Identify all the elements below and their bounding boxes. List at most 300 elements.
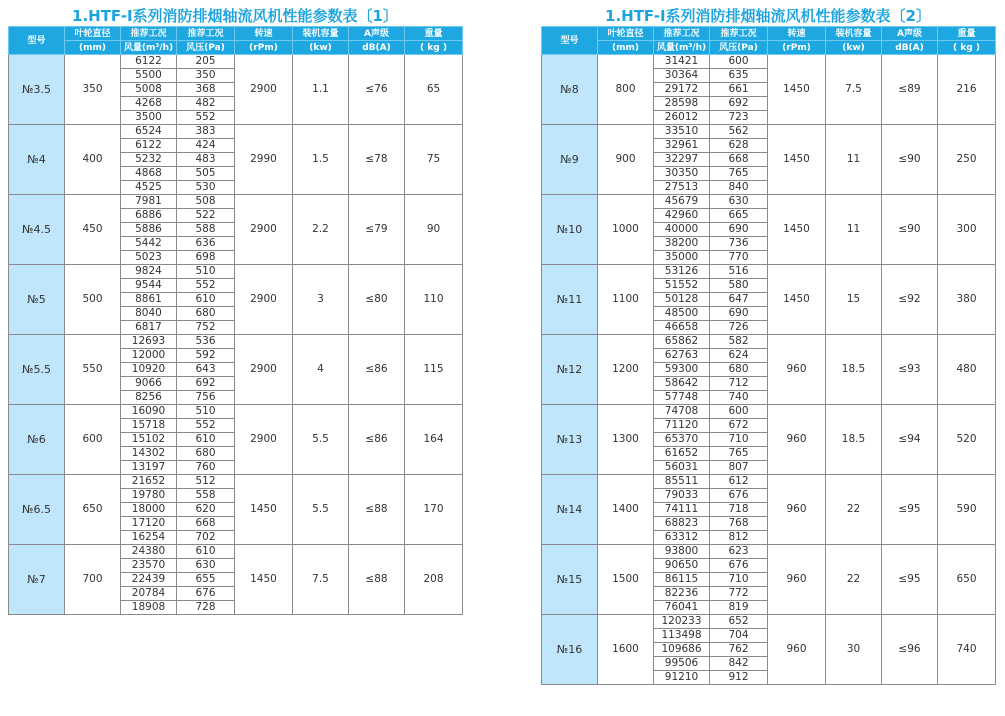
cell-weight: 650 [938, 545, 996, 615]
header-power-unit: (kw) [826, 41, 882, 55]
cell-diameter: 1000 [598, 195, 654, 265]
header-noise-unit: dB(A) [882, 41, 938, 55]
cell-pressure: 383 [177, 125, 235, 139]
cell-airflow: 93800 [654, 545, 710, 559]
cell-pressure: 676 [177, 587, 235, 601]
cell-airflow: 74708 [654, 405, 710, 419]
cell-speed: 1450 [768, 125, 826, 195]
cell-weight: 65 [405, 55, 463, 125]
cell-pressure: 676 [710, 489, 768, 503]
cell-speed: 2990 [235, 125, 293, 195]
cell-pressure: 522 [177, 209, 235, 223]
cell-pressure: 600 [710, 55, 768, 69]
cell-power: 22 [826, 545, 882, 615]
cell-pressure: 505 [177, 167, 235, 181]
cell-airflow: 7981 [121, 195, 177, 209]
cell-airflow: 6122 [121, 139, 177, 153]
cell-weight: 480 [938, 335, 996, 405]
cell-speed: 2900 [235, 265, 293, 335]
cell-model: №4.5 [9, 195, 65, 265]
cell-power: 7.5 [826, 55, 882, 125]
cell-airflow: 24380 [121, 545, 177, 559]
cell-pressure: 628 [710, 139, 768, 153]
cell-pressure: 661 [710, 83, 768, 97]
cell-airflow: 15718 [121, 419, 177, 433]
cell-model: №5 [9, 265, 65, 335]
cell-pressure: 840 [710, 181, 768, 195]
cell-speed: 960 [768, 335, 826, 405]
cell-pressure: 483 [177, 153, 235, 167]
cell-airflow: 32961 [654, 139, 710, 153]
cell-speed: 1450 [768, 55, 826, 125]
header-power: 装机容量 [826, 27, 882, 41]
cell-airflow: 79033 [654, 489, 710, 503]
cell-airflow: 27513 [654, 181, 710, 195]
header-weight: 重量 [405, 27, 463, 41]
cell-airflow: 26012 [654, 111, 710, 125]
cell-pressure: 350 [177, 69, 235, 83]
cell-noise: ≤90 [882, 195, 938, 265]
cell-pressure: 762 [710, 643, 768, 657]
cell-airflow: 99506 [654, 657, 710, 671]
cell-airflow: 5500 [121, 69, 177, 83]
cell-pressure: 612 [710, 475, 768, 489]
header-noise: A声级 [882, 27, 938, 41]
cell-diameter: 1300 [598, 405, 654, 475]
cell-power: 11 [826, 125, 882, 195]
cell-airflow: 65370 [654, 433, 710, 447]
header-pressure-unit: 风压(Pa) [177, 41, 235, 55]
cell-airflow: 6886 [121, 209, 177, 223]
cell-pressure: 205 [177, 55, 235, 69]
cell-airflow: 5232 [121, 153, 177, 167]
table-title: 1.HTF-Ⅰ系列消防排烟轴流风机性能参数表〔1〕 [72, 7, 398, 25]
table-row [9, 195, 463, 209]
cell-model: №4 [9, 125, 65, 195]
cell-airflow: 17120 [121, 517, 177, 531]
cell-airflow: 9066 [121, 377, 177, 391]
cell-pressure: 692 [710, 97, 768, 111]
header-diameter: 叶轮直径 [598, 27, 654, 41]
spec-table-panel-1 [8, 6, 462, 615]
cell-diameter: 500 [65, 265, 121, 335]
header-noise: A声级 [349, 27, 405, 41]
cell-airflow: 91210 [654, 671, 710, 685]
header-airflow: 推荐工况 [121, 27, 177, 41]
cell-pressure: 740 [710, 391, 768, 405]
cell-airflow: 57748 [654, 391, 710, 405]
cell-airflow: 23570 [121, 559, 177, 573]
cell-pressure: 765 [710, 167, 768, 181]
cell-pressure: 652 [710, 615, 768, 629]
table-row [9, 545, 463, 559]
cell-pressure: 728 [177, 601, 235, 615]
cell-pressure: 812 [710, 531, 768, 545]
cell-pressure: 690 [710, 223, 768, 237]
cell-weight: 740 [938, 615, 996, 685]
cell-speed: 960 [768, 405, 826, 475]
cell-noise: ≤79 [349, 195, 405, 265]
cell-noise: ≤96 [882, 615, 938, 685]
cell-airflow: 82236 [654, 587, 710, 601]
cell-diameter: 1600 [598, 615, 654, 685]
cell-noise: ≤78 [349, 125, 405, 195]
cell-airflow: 28598 [654, 97, 710, 111]
cell-airflow: 4868 [121, 167, 177, 181]
cell-weight: 520 [938, 405, 996, 475]
cell-diameter: 1400 [598, 475, 654, 545]
cell-noise: ≤94 [882, 405, 938, 475]
cell-noise: ≤80 [349, 265, 405, 335]
table-row [542, 265, 996, 279]
cell-airflow: 5886 [121, 223, 177, 237]
cell-pressure: 672 [710, 419, 768, 433]
cell-airflow: 8256 [121, 391, 177, 405]
header-airflow-unit: 风量(m³/h) [654, 41, 710, 55]
table-row [9, 475, 463, 489]
cell-diameter: 450 [65, 195, 121, 265]
cell-speed: 2900 [235, 335, 293, 405]
header-weight-unit: ( kg ) [405, 41, 463, 55]
cell-noise: ≤86 [349, 335, 405, 405]
table-row [542, 615, 996, 629]
spec-table [8, 26, 463, 615]
cell-speed: 1450 [768, 195, 826, 265]
cell-model: №11 [542, 265, 598, 335]
cell-airflow: 63312 [654, 531, 710, 545]
cell-model: №16 [542, 615, 598, 685]
cell-pressure: 655 [177, 573, 235, 587]
table-row [542, 125, 996, 139]
cell-pressure: 512 [177, 475, 235, 489]
header-noise-unit: dB(A) [349, 41, 405, 55]
cell-pressure: 630 [177, 559, 235, 573]
header-speed: 转速 [768, 27, 826, 41]
cell-airflow: 19780 [121, 489, 177, 503]
cell-diameter: 350 [65, 55, 121, 125]
table-body [542, 55, 996, 685]
cell-airflow: 5023 [121, 251, 177, 265]
cell-pressure: 770 [710, 251, 768, 265]
cell-pressure: 635 [710, 69, 768, 83]
header-weight: 重量 [938, 27, 996, 41]
cell-pressure: 623 [710, 545, 768, 559]
cell-power: 3 [293, 265, 349, 335]
cell-speed: 1450 [235, 475, 293, 545]
cell-speed: 1450 [235, 545, 293, 615]
cell-airflow: 61652 [654, 447, 710, 461]
cell-model: №9 [542, 125, 598, 195]
cell-pressure: 668 [177, 517, 235, 531]
cell-pressure: 668 [710, 153, 768, 167]
cell-airflow: 113498 [654, 629, 710, 643]
cell-pressure: 552 [177, 279, 235, 293]
cell-power: 1.1 [293, 55, 349, 125]
cell-airflow: 6524 [121, 125, 177, 139]
cell-diameter: 1200 [598, 335, 654, 405]
table-title: 1.HTF-Ⅰ系列消防排烟轴流风机性能参数表〔2〕 [605, 7, 931, 25]
table-row [542, 405, 996, 419]
cell-airflow: 38200 [654, 237, 710, 251]
cell-pressure: 807 [710, 461, 768, 475]
cell-model: №7 [9, 545, 65, 615]
spec-table-panel-2 [541, 6, 995, 685]
cell-airflow: 5442 [121, 237, 177, 251]
cell-pressure: 508 [177, 195, 235, 209]
cell-speed: 2900 [235, 195, 293, 265]
cell-model: №3.5 [9, 55, 65, 125]
header-airflow-unit: 风量(m³/h) [121, 41, 177, 55]
cell-airflow: 56031 [654, 461, 710, 475]
cell-airflow: 18000 [121, 503, 177, 517]
cell-airflow: 9824 [121, 265, 177, 279]
cell-model: №15 [542, 545, 598, 615]
cell-airflow: 74111 [654, 503, 710, 517]
cell-model: №14 [542, 475, 598, 545]
cell-power: 18.5 [826, 335, 882, 405]
cell-pressure: 630 [710, 195, 768, 209]
cell-diameter: 1100 [598, 265, 654, 335]
cell-weight: 115 [405, 335, 463, 405]
header-pressure: 推荐工况 [177, 27, 235, 41]
cell-airflow: 46658 [654, 321, 710, 335]
header-diameter-unit: (mm) [598, 41, 654, 55]
cell-pressure: 692 [177, 377, 235, 391]
cell-airflow: 21652 [121, 475, 177, 489]
cell-power: 18.5 [826, 405, 882, 475]
cell-power: 30 [826, 615, 882, 685]
cell-power: 11 [826, 195, 882, 265]
cell-pressure: 536 [177, 335, 235, 349]
cell-model: №8 [542, 55, 598, 125]
table-row [542, 195, 996, 209]
cell-airflow: 14302 [121, 447, 177, 461]
cell-airflow: 51552 [654, 279, 710, 293]
cell-pressure: 736 [710, 237, 768, 251]
table-body [9, 55, 463, 615]
cell-power: 2.2 [293, 195, 349, 265]
cell-airflow: 33510 [654, 125, 710, 139]
cell-airflow: 59300 [654, 363, 710, 377]
cell-power: 7.5 [293, 545, 349, 615]
cell-weight: 300 [938, 195, 996, 265]
cell-speed: 960 [768, 615, 826, 685]
cell-airflow: 8040 [121, 307, 177, 321]
cell-airflow: 16090 [121, 405, 177, 419]
header-speed-unit: (rPm) [235, 41, 293, 55]
cell-airflow: 40000 [654, 223, 710, 237]
cell-airflow: 58642 [654, 377, 710, 391]
table-row [542, 545, 996, 559]
cell-pressure: 510 [177, 265, 235, 279]
cell-pressure: 558 [177, 489, 235, 503]
header-weight-unit: ( kg ) [938, 41, 996, 55]
cell-diameter: 550 [65, 335, 121, 405]
header-speed: 转速 [235, 27, 293, 41]
cell-noise: ≤89 [882, 55, 938, 125]
header-model: 型号 [9, 27, 65, 55]
cell-pressure: 760 [177, 461, 235, 475]
cell-weight: 110 [405, 265, 463, 335]
cell-diameter: 700 [65, 545, 121, 615]
cell-airflow: 71120 [654, 419, 710, 433]
cell-airflow: 65862 [654, 335, 710, 349]
cell-noise: ≤76 [349, 55, 405, 125]
cell-weight: 590 [938, 475, 996, 545]
table-row [9, 405, 463, 419]
cell-pressure: 582 [710, 335, 768, 349]
cell-power: 22 [826, 475, 882, 545]
cell-pressure: 636 [177, 237, 235, 251]
cell-airflow: 6122 [121, 55, 177, 69]
cell-pressure: 624 [710, 349, 768, 363]
cell-pressure: 592 [177, 349, 235, 363]
cell-speed: 2900 [235, 405, 293, 475]
cell-airflow: 16254 [121, 531, 177, 545]
table-row [9, 125, 463, 139]
cell-pressure: 723 [710, 111, 768, 125]
table-row [9, 55, 463, 69]
header-speed-unit: (rPm) [768, 41, 826, 55]
cell-airflow: 50128 [654, 293, 710, 307]
cell-model: №12 [542, 335, 598, 405]
cell-pressure: 772 [710, 587, 768, 601]
cell-noise: ≤92 [882, 265, 938, 335]
cell-noise: ≤95 [882, 475, 938, 545]
header-power: 装机容量 [293, 27, 349, 41]
table-row [542, 335, 996, 349]
header-diameter: 叶轮直径 [65, 27, 121, 41]
cell-pressure: 680 [177, 307, 235, 321]
cell-pressure: 600 [710, 405, 768, 419]
cell-model: №5.5 [9, 335, 65, 405]
table-row [9, 265, 463, 279]
cell-pressure: 424 [177, 139, 235, 153]
cell-airflow: 12000 [121, 349, 177, 363]
cell-pressure: 610 [177, 293, 235, 307]
cell-airflow: 45679 [654, 195, 710, 209]
cell-pressure: 912 [710, 671, 768, 685]
cell-speed: 960 [768, 545, 826, 615]
cell-pressure: 819 [710, 601, 768, 615]
cell-noise: ≤90 [882, 125, 938, 195]
cell-pressure: 680 [177, 447, 235, 461]
cell-noise: ≤86 [349, 405, 405, 475]
cell-model: №6.5 [9, 475, 65, 545]
cell-diameter: 1500 [598, 545, 654, 615]
cell-airflow: 22439 [121, 573, 177, 587]
cell-weight: 208 [405, 545, 463, 615]
cell-airflow: 90650 [654, 559, 710, 573]
cell-pressure: 712 [710, 377, 768, 391]
table-row [9, 335, 463, 349]
cell-airflow: 4525 [121, 181, 177, 195]
cell-airflow: 86115 [654, 573, 710, 587]
table-row [542, 475, 996, 489]
cell-airflow: 4268 [121, 97, 177, 111]
cell-pressure: 752 [177, 321, 235, 335]
cell-airflow: 42960 [654, 209, 710, 223]
cell-diameter: 400 [65, 125, 121, 195]
cell-pressure: 702 [177, 531, 235, 545]
cell-pressure: 704 [710, 629, 768, 643]
cell-pressure: 562 [710, 125, 768, 139]
cell-noise: ≤88 [349, 545, 405, 615]
cell-airflow: 8861 [121, 293, 177, 307]
cell-airflow: 6817 [121, 321, 177, 335]
header-airflow: 推荐工况 [654, 27, 710, 41]
cell-airflow: 32297 [654, 153, 710, 167]
cell-power: 1.5 [293, 125, 349, 195]
cell-pressure: 588 [177, 223, 235, 237]
cell-diameter: 600 [65, 405, 121, 475]
cell-pressure: 530 [177, 181, 235, 195]
cell-pressure: 643 [177, 363, 235, 377]
cell-airflow: 48500 [654, 307, 710, 321]
cell-speed: 2900 [235, 55, 293, 125]
cell-airflow: 10920 [121, 363, 177, 377]
cell-diameter: 900 [598, 125, 654, 195]
cell-weight: 380 [938, 265, 996, 335]
cell-airflow: 3500 [121, 111, 177, 125]
cell-pressure: 718 [710, 503, 768, 517]
cell-airflow: 15102 [121, 433, 177, 447]
cell-pressure: 482 [177, 97, 235, 111]
cell-airflow: 120233 [654, 615, 710, 629]
cell-weight: 170 [405, 475, 463, 545]
cell-model: №6 [9, 405, 65, 475]
cell-airflow: 109686 [654, 643, 710, 657]
header-model: 型号 [542, 27, 598, 55]
cell-power: 5.5 [293, 405, 349, 475]
cell-pressure: 516 [710, 265, 768, 279]
cell-power: 4 [293, 335, 349, 405]
cell-airflow: 5008 [121, 83, 177, 97]
cell-weight: 90 [405, 195, 463, 265]
cell-diameter: 800 [598, 55, 654, 125]
cell-pressure: 610 [177, 545, 235, 559]
cell-airflow: 85511 [654, 475, 710, 489]
header-diameter-unit: (mm) [65, 41, 121, 55]
cell-airflow: 76041 [654, 601, 710, 615]
cell-pressure: 726 [710, 321, 768, 335]
cell-diameter: 650 [65, 475, 121, 545]
cell-weight: 164 [405, 405, 463, 475]
cell-pressure: 710 [710, 433, 768, 447]
cell-airflow: 12693 [121, 335, 177, 349]
cell-pressure: 368 [177, 83, 235, 97]
cell-airflow: 20784 [121, 587, 177, 601]
cell-pressure: 580 [710, 279, 768, 293]
cell-pressure: 665 [710, 209, 768, 223]
cell-pressure: 552 [177, 419, 235, 433]
cell-airflow: 13197 [121, 461, 177, 475]
cell-noise: ≤88 [349, 475, 405, 545]
cell-pressure: 552 [177, 111, 235, 125]
cell-pressure: 698 [177, 251, 235, 265]
cell-weight: 250 [938, 125, 996, 195]
header-pressure-unit: 风压(Pa) [710, 41, 768, 55]
cell-pressure: 676 [710, 559, 768, 573]
cell-pressure: 510 [177, 405, 235, 419]
cell-noise: ≤95 [882, 545, 938, 615]
cell-pressure: 610 [177, 433, 235, 447]
table-row [542, 55, 996, 69]
cell-pressure: 765 [710, 447, 768, 461]
cell-power: 15 [826, 265, 882, 335]
cell-airflow: 35000 [654, 251, 710, 265]
cell-airflow: 29172 [654, 83, 710, 97]
